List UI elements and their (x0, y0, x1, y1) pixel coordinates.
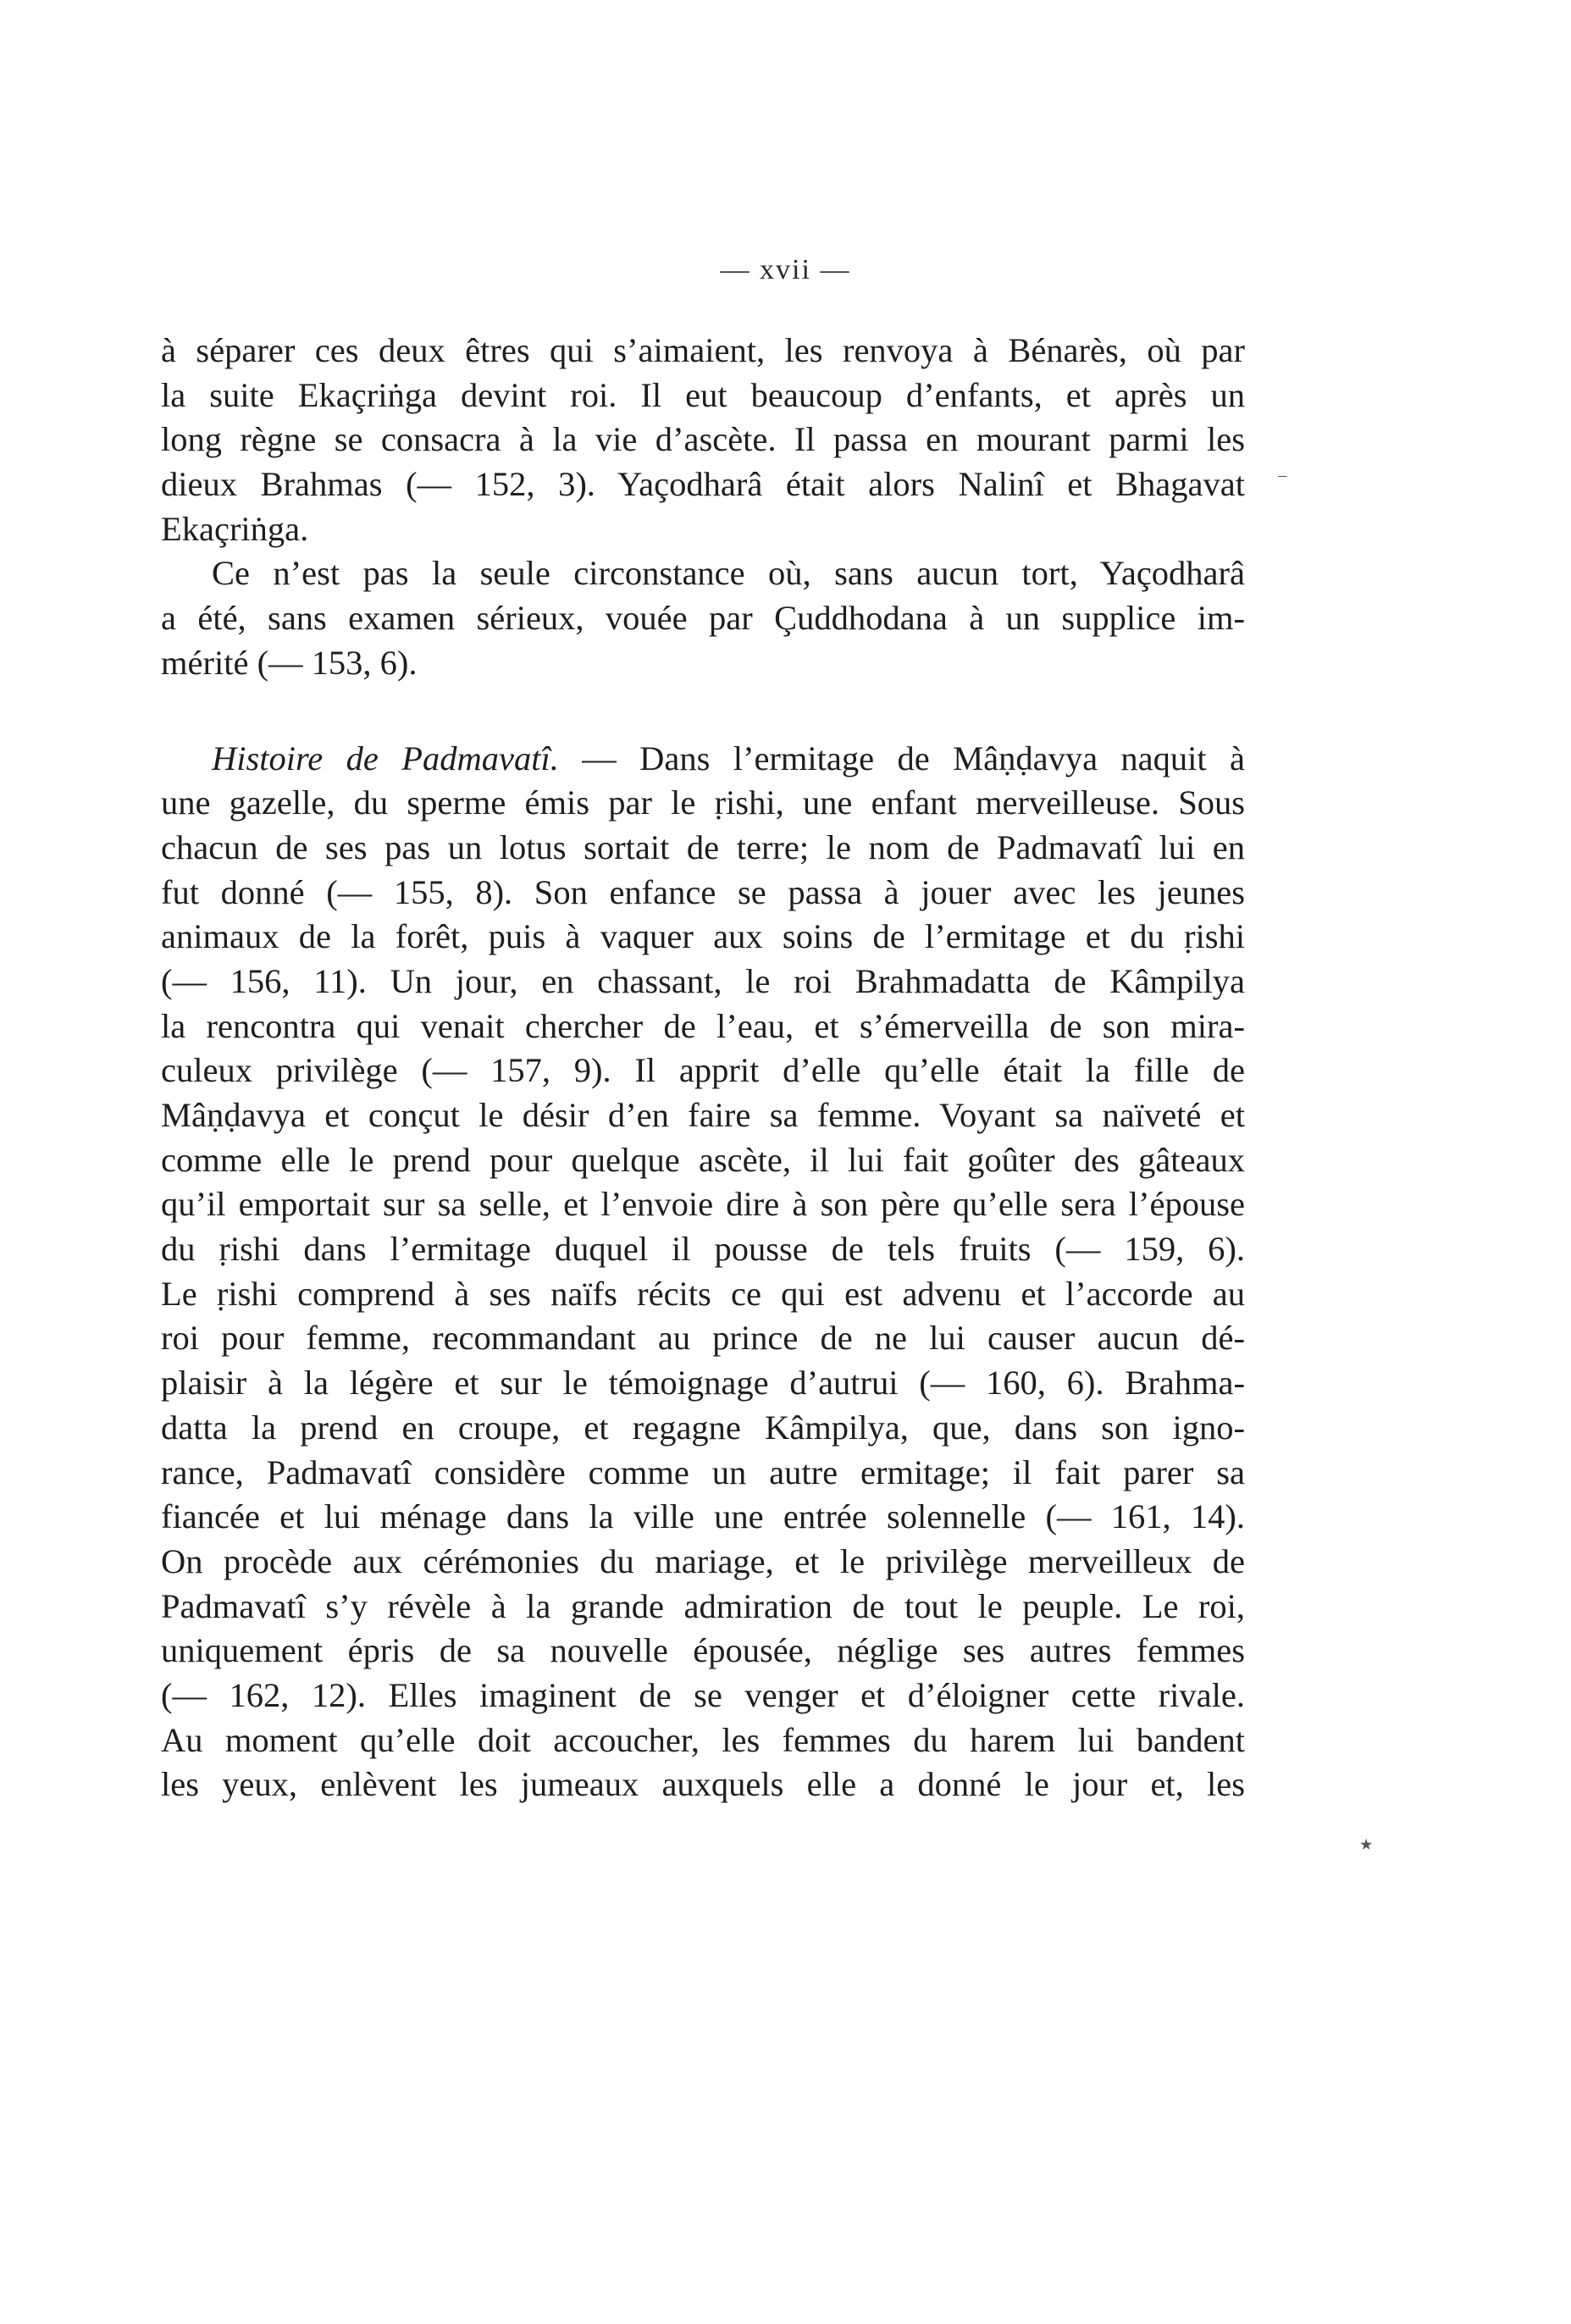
page-number: — xvii — (720, 254, 851, 285)
text-line: Ekaçriṅga. (161, 509, 309, 548)
text-line: animaux de la forêt, puis à vaquer aux soins de l’ermitage et du ṛishi (161, 917, 1245, 956)
text-line: Ce n’est pas la seule circonstance où, sans aucun tort, Yaçodharâ (212, 554, 1245, 593)
paragraph-padmavati (161, 737, 1245, 1808)
text-line: fiancée et lui ménage dans la ville une entrée solennelle (— 161, 14). (161, 1497, 1245, 1536)
paragraph-continuation (161, 329, 1245, 551)
text-line: la suite Ekaçriṅga devint roi. Il eut beaucoup d’enfants, et après un (161, 375, 1245, 414)
text-line: Au moment qu’elle doit accoucher, les femmes du harem lui bandent (161, 1720, 1245, 1759)
text-line: Padmavatî s’y révèle à la grande admiration de tout le peuple. Le roi, (161, 1586, 1245, 1625)
text-line: comme elle le prend pour quelque ascète, il lui fait goûter des gâteaux (161, 1140, 1245, 1179)
text-line: la rencontra qui venait chercher de l’eau, et s’émerveilla de son mira- (161, 1006, 1245, 1045)
text-line: Mâṇḍavya et conçut le désir d’en faire sa femme. Voyant sa naïveté et (161, 1096, 1245, 1134)
text-line: roi pour femme, recommandant au prince de ne lui causer aucun dé- (161, 1319, 1245, 1358)
section-title: Histoire de Padmavatî. (212, 739, 559, 777)
text-line: (— 162, 12). Elles imaginent de se venger et d’éloigner cette rivale. (161, 1675, 1245, 1714)
paragraph-yacodhara (161, 551, 1245, 685)
text-line: qu’il emportait sur sa selle, et l’envoie dire à son père qu’elle sera l’épouse (161, 1185, 1245, 1224)
text-line: (— 156, 11). Un jour, en chassant, le roi Brahmadatta de Kâmpilya (161, 961, 1245, 1000)
text-line: uniquement épris de sa nouvelle épousée, néglige ses autres femmes (161, 1631, 1245, 1670)
text-line: une gazelle, du sperme émis par le ṛishi, une enfant merveilleuse. Sous (161, 783, 1245, 822)
text-line: les yeux, enlèvent les jumeaux auxquels elle a donné le jour et, les (161, 1765, 1245, 1804)
margin-mark-right: ‾ (1279, 474, 1286, 499)
text-line: long règne se consacra à la vie d’ascète. Il passa en mourant parmi les (161, 420, 1245, 459)
text-line: à séparer ces deux êtres qui s’aimaient, les renvoya à Bénarès, où par (161, 331, 1245, 369)
text-line: chacun de ses pas un lotus sortait de terre; le nom de Padmavatî lui en (161, 827, 1245, 866)
margin-mark-lower-right: ٭ (1359, 1830, 1374, 1858)
text-line: du ṛishi dans l’ermitage duquel il pousse de tels fruits (— 159, 6). (161, 1230, 1245, 1269)
section-first-line: — Dans l’ermitage de Mâṇḍavya naquit à (582, 739, 1246, 777)
text-line: dieux Brahmas (— 152, 3). Yaçodharâ était alors Nalinî et Bhagavat (161, 465, 1245, 504)
text-line: fut donné (— 155, 8). Son enfance se passa à jouer avec les jeunes (161, 872, 1245, 911)
text-line: rance, Padmavatî considère comme un autre ermitage; il fait parer sa (161, 1452, 1245, 1491)
text-line: mérité (— 153, 6). (161, 643, 418, 682)
body-text (161, 329, 1245, 1807)
text-line: datta la prend en croupe, et regagne Kâmpilya, que, dans son igno- (161, 1408, 1245, 1447)
paragraph-gap (161, 686, 1245, 737)
text-line: a été, sans examen sérieux, vouée par Çuddhodana à un supplice im- (161, 599, 1245, 638)
text-line: On procède aux cérémonies du mariage, et le privilège merveilleux de (161, 1541, 1245, 1580)
text-line: culeux privilège (— 157, 9). Il apprit d’elle qu’elle était la fille de (161, 1051, 1245, 1090)
text-line: Le ṛishi comprend à ses naïfs récits ce qui est advenu et l’accorde au (161, 1274, 1245, 1313)
text-line (161, 737, 1245, 782)
text-line: plaisir à la légère et sur le témoignage d’autrui (— 160, 6). Brahma- (161, 1364, 1245, 1403)
